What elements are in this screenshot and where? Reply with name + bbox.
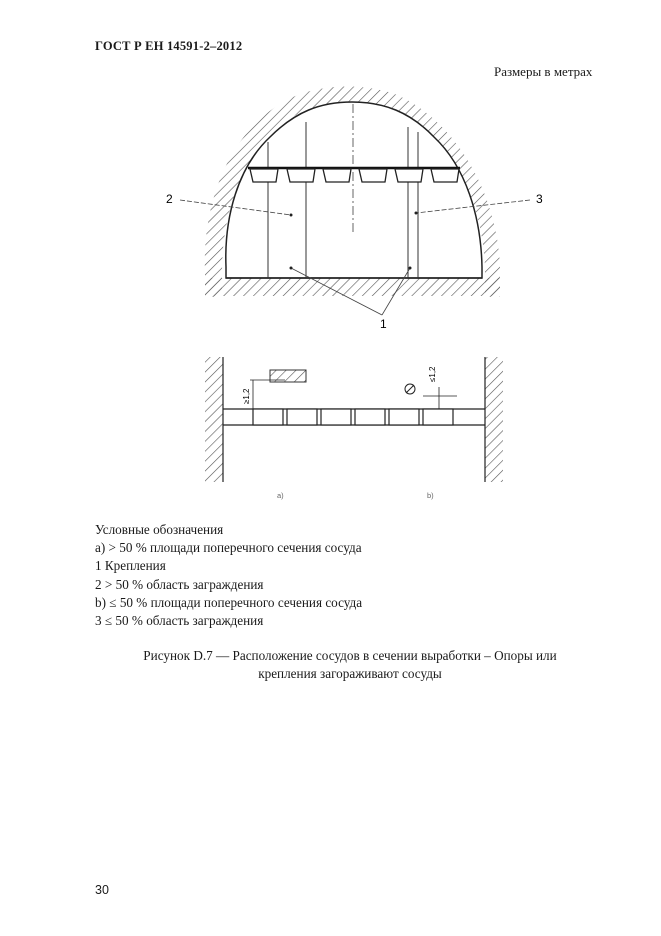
document-header: ГОСТ Р ЕН 14591-2–2012 [95, 39, 243, 53]
vessel [323, 169, 351, 182]
tunnel-cross-section-figure [160, 82, 543, 337]
vessel-plan [423, 409, 453, 425]
plan-vessels [253, 409, 453, 425]
legend-item: 2 > 50 % область заграждения [95, 576, 264, 592]
label-a: a) [277, 491, 284, 500]
floor-hatching [205, 278, 500, 296]
legend-item: 3 ≤ 50 % область заграждения [95, 613, 264, 629]
plan-view-figure [195, 352, 495, 507]
vessel [287, 169, 315, 182]
page-number: 30 [95, 883, 109, 897]
vessel [431, 169, 459, 182]
caption-line: Рисунок D.7 — Расположение сосудов в сечении выработки – Опоры или [143, 648, 557, 663]
figure-caption [90, 647, 610, 683]
vessel-plan [253, 409, 283, 425]
vessel [359, 169, 387, 182]
vessel-plan [287, 409, 317, 425]
caption-line: крепления загораживают сосуды [258, 666, 442, 681]
callout-2: 2 [166, 192, 173, 206]
right-wall-hatch [485, 357, 503, 482]
legend-item: b) ≤ 50 % площади поперечного сечения сосуда [95, 594, 363, 610]
left-wall-hatch [205, 357, 223, 482]
legend-item: 1 Крепления [95, 558, 166, 574]
dim-left: ≥1,2 [242, 388, 251, 404]
vessel-plan [321, 409, 351, 425]
units-note: Размеры в метрах [494, 64, 593, 79]
vessel-plan [355, 409, 385, 425]
legend-title: Условные обозначения [95, 522, 224, 537]
callout-3: 3 [536, 192, 543, 206]
legend-item: a) > 50 % площади поперечного сечения сосуда [95, 540, 362, 556]
callout-1: 1 [380, 317, 387, 331]
vessel-plan [389, 409, 419, 425]
label-b: b) [427, 491, 434, 500]
legend [95, 521, 362, 630]
vessel [250, 169, 278, 182]
dim-right: ≤1,2 [428, 366, 437, 382]
vessel [395, 169, 423, 182]
